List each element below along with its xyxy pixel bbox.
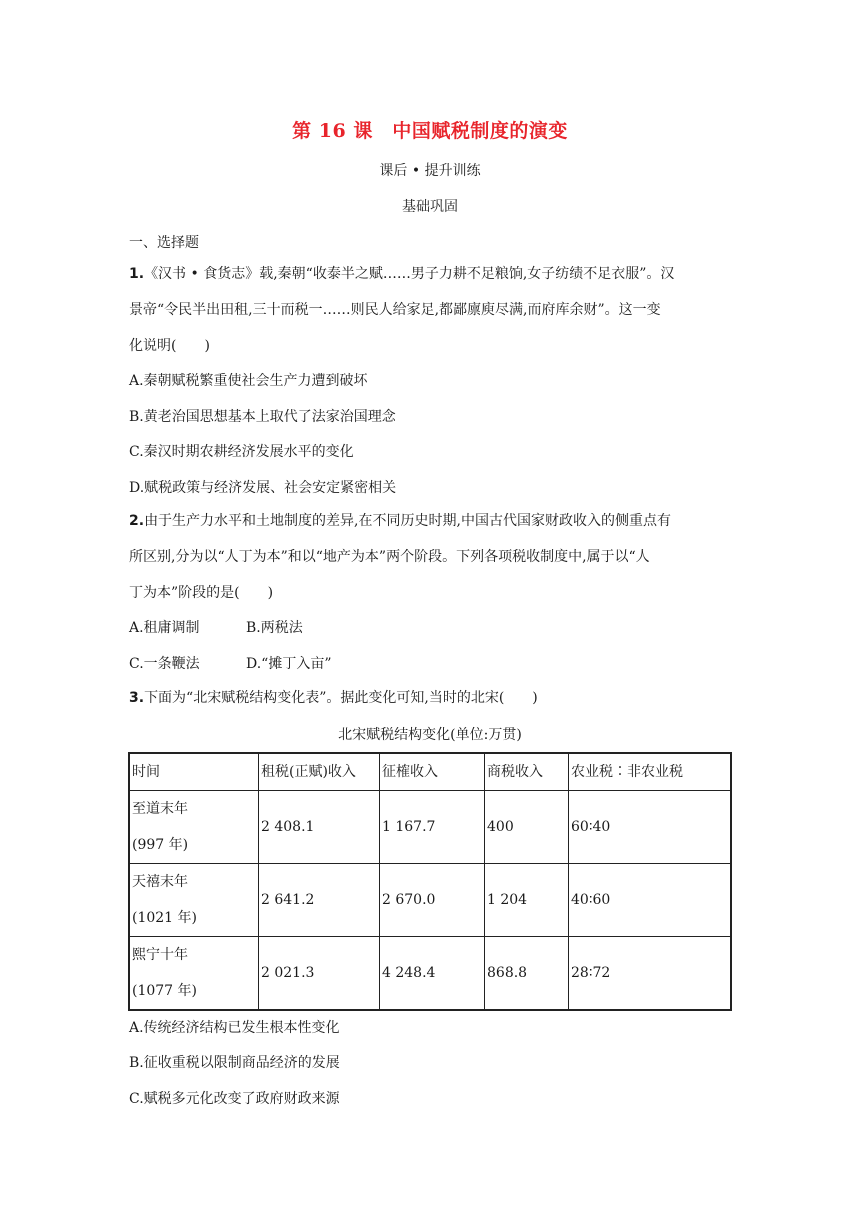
question-2-line-2: 所区别,分为以“人丁为本”和以“地产为本”两个阶段。下列各项税收制度中,属于以“人: [129, 549, 650, 565]
table-caption: 北宋赋税结构变化(单位:万贯): [338, 727, 522, 743]
cell-commerce: 1 204: [485, 864, 569, 937]
exercise-subtitle: 课后 • 提升训练: [379, 163, 481, 179]
question-1-line-1: 1.《汉书 • 食货志》载,秦朝“收泰半之赋……男子力耕不足粮饷,女子纺绩不足衣服”。汉: [129, 266, 675, 282]
question-3-number: 3.: [129, 690, 145, 706]
cell-commerce: 868.8: [485, 937, 569, 1011]
lesson-title: 第 16 课 中国赋税制度的演变: [292, 120, 568, 142]
tax-structure-table: [128, 752, 732, 1011]
q1-option-a[interactable]: A.秦朝赋税繁重使社会生产力遭到破坏: [129, 373, 368, 389]
header-commerce-tax: 商税收入: [485, 753, 569, 791]
question-1-line-3: 化说明( ): [129, 338, 210, 354]
header-ratio: 农业税∶非农业税: [569, 753, 732, 791]
q2-option-a[interactable]: A.租庸调制: [129, 620, 200, 636]
header-time: 时间: [129, 753, 259, 791]
question-3: [129, 680, 731, 716]
header-monopoly: 征榷收入: [380, 753, 485, 791]
q2-option-c[interactable]: C.一条鞭法: [129, 656, 200, 672]
question-1: [129, 256, 731, 364]
cell-rent: 2 021.3: [259, 937, 380, 1011]
question-2: [129, 503, 731, 611]
table-header-row: [129, 753, 731, 791]
cell-time: 至道末年 (997 年): [129, 791, 259, 864]
cell-ratio: 60∶40: [569, 791, 732, 864]
question-1-line-2: 景帝“令民半出田租,三十而税一……则民人给家足,都鄙廪庾尽满,而府库余财”。这一变: [129, 302, 661, 318]
q1-option-d[interactable]: D.赋税政策与经济发展、社会安定紧密相关: [129, 480, 397, 496]
table-row: [129, 937, 731, 1011]
q1-option-c[interactable]: C.秦汉时期农耕经济发展水平的变化: [129, 444, 354, 460]
cell-ratio: 40∶60: [569, 864, 732, 937]
question-1-number: 1.: [129, 266, 145, 282]
cell-monopoly: 1 167.7: [380, 791, 485, 864]
q3-option-b[interactable]: B.征收重税以限制商品经济的发展: [129, 1055, 340, 1071]
cell-monopoly: 4 248.4: [380, 937, 485, 1011]
cell-monopoly: 2 670.0: [380, 864, 485, 937]
q3-option-a[interactable]: A.传统经济结构已发生根本性变化: [129, 1020, 340, 1036]
cell-time: 天禧末年 (1021 年): [129, 864, 259, 937]
q2-option-d[interactable]: D.“摊丁入亩”: [246, 656, 332, 672]
cell-ratio: 28∶72: [569, 937, 732, 1011]
question-2-number: 2.: [129, 513, 145, 529]
part-heading: 一、选择题: [129, 235, 199, 251]
q2-option-b[interactable]: B.两税法: [246, 620, 303, 636]
question-3-line-1: 3.下面为“北宋赋税结构变化表”。据此变化可知,当时的北宋( ): [129, 690, 538, 706]
q3-option-c[interactable]: C.赋税多元化改变了政府财政来源: [129, 1091, 340, 1107]
header-rent-tax: 租税(正赋)收入: [259, 753, 380, 791]
section-label: 基础巩固: [402, 199, 458, 215]
cell-rent: 2 408.1: [259, 791, 380, 864]
cell-time: 熙宁十年 (1077 年): [129, 937, 259, 1011]
cell-commerce: 400: [485, 791, 569, 864]
table-row: [129, 791, 731, 864]
table-row: [129, 864, 731, 937]
cell-rent: 2 641.2: [259, 864, 380, 937]
question-2-line-1: 2.由于生产力水平和土地制度的差异,在不同历史时期,中国古代国家财政收入的侧重点有: [129, 513, 671, 529]
question-2-line-3: 丁为本”阶段的是( ): [129, 585, 274, 601]
q1-option-b[interactable]: B.黄老治国思想基本上取代了法家治国理念: [129, 409, 396, 425]
